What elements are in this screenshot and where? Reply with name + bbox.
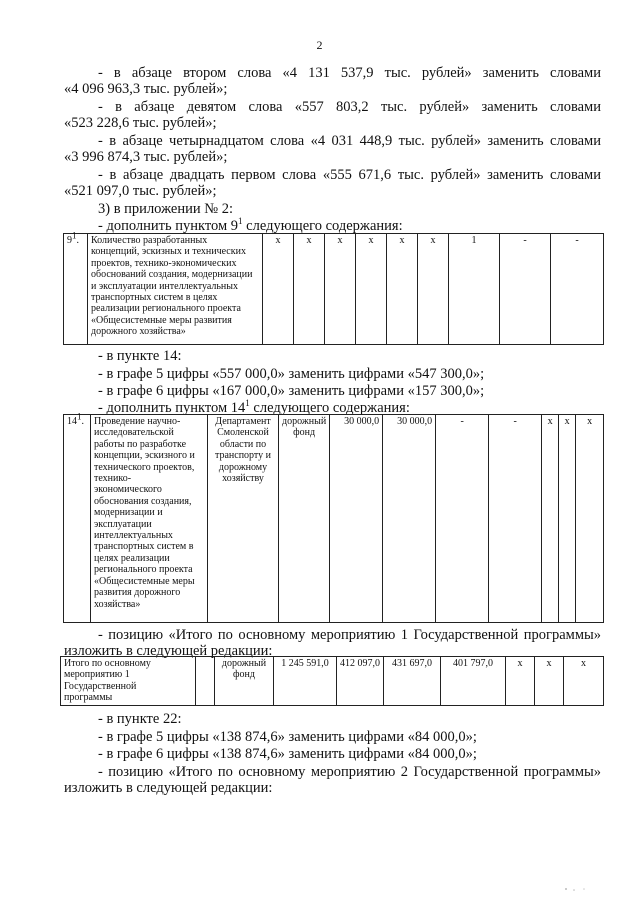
dash-cell: - (436, 415, 489, 623)
fund-cell: дорожный фонд (215, 657, 274, 706)
fund-cell: дорожный фонд (279, 415, 330, 623)
paragraph-2b: «523 228,6 тыс. рублей»; (64, 115, 217, 131)
mark-cell: х (294, 234, 325, 345)
total-cell: 30 000,0 (330, 415, 383, 623)
table-item-9-1 (63, 230, 604, 345)
dash-cell: - (489, 415, 542, 623)
table-total-activity-1 (60, 656, 604, 706)
paragraph-1b: «4 096 963,3 тыс. рублей»; (64, 81, 228, 97)
department-cell: Департамент Смоленской области по транспорту и дорожному хозяйству (208, 415, 279, 623)
paragraph-4b: «521 097,0 тыс. рублей»; (64, 183, 217, 199)
total-label: Итого по основному мероприятию 1 Государственной программы (61, 657, 196, 706)
paragraph-11b: изложить в следующей редакции: (64, 643, 273, 659)
paragraph-12: - в пункте 22: (98, 711, 182, 727)
mark-cell: х (325, 234, 356, 345)
paragraph-11a: - позицию «Итого по основному мероприятию 1 Государственной программы» (98, 627, 601, 643)
dash-cell: - (551, 234, 604, 345)
empty-cell (196, 657, 215, 706)
row-number: $9^1$. (64, 234, 88, 345)
paragraph-15a: - позицию «Итого по основному мероприятию 2 Государственной программы» (98, 764, 601, 780)
year-value-cell: 30 000,0 (383, 415, 436, 623)
value-cell: 1 (449, 234, 500, 345)
paragraph-3a: - в абзаце четырнадцатом слова «4 031 448,9 тыс. рублей» заменить словами (98, 133, 601, 149)
mark-cell: х (564, 657, 604, 706)
mark-cell: х (559, 415, 576, 623)
indicator-name: Количество разработанных концепций, эскизных и технических проектов, технико-экономических обоснований создания, модернизации и эксплуатации интеллектуальных транспортных систем в целях реализации регионального проекта «Общесистемные меры развития дорожного хозяйства» (88, 234, 263, 345)
paragraph-13: - в графе 5 цифры «138 874,6» заменить цифрами «84 000,0»; (98, 729, 477, 745)
value-cell: 412 097,0 (337, 657, 384, 706)
paragraph-3b: «3 996 874,3 тыс. рублей»; (64, 149, 228, 165)
mark-cell: х (387, 234, 418, 345)
paragraph-6: - дополнить пунктом $9^1$ следующего содержания: (98, 216, 403, 234)
paragraph-1a: - в абзаце втором слова «4 131 537,9 тыс. рублей» заменить словами (98, 65, 601, 81)
mark-cell: х (418, 234, 449, 345)
paragraph-8: - в графе 5 цифры «557 000,0» заменить цифрами «547 300,0»; (98, 366, 485, 382)
scan-speck-mark (560, 885, 600, 893)
paragraph-5: 3) в приложении № 2: (98, 201, 233, 217)
mark-cell: х (506, 657, 535, 706)
mark-cell: х (576, 415, 604, 623)
paragraph-9: - в графе 6 цифры «167 000,0» заменить цифрами «157 300,0»; (98, 383, 485, 399)
row-number: $14^1$. (64, 415, 91, 623)
page-number: 2 (316, 38, 323, 52)
activity-name: Проведение научно- исследовательской работы по разработке концепции, эскизного и технического проектов, технико- экономического обоснования создания, модернизации и эксплуатации интеллектуальных транспортных систем в целях реализации регионального проекта «Общесистемные меры развития дорожного хозяйства» (91, 415, 208, 623)
paragraph-10: - дополнить пунктом $14^1$ следующего содержания: (98, 398, 410, 416)
value-cell: 431 697,0 (384, 657, 441, 706)
dash-cell: - (500, 234, 551, 345)
paragraph-7: - в пункте 14: (98, 348, 182, 364)
value-cell: 401 797,0 (441, 657, 506, 706)
mark-cell: х (542, 415, 559, 623)
paragraph-15b: изложить в следующей редакции: (64, 780, 273, 796)
mark-cell: х (263, 234, 294, 345)
mark-cell: х (356, 234, 387, 345)
paragraph-4a: - в абзаце двадцать первом слова «555 671,6 тыс. рублей» заменить словами (98, 167, 601, 183)
mark-cell: х (535, 657, 564, 706)
paragraph-14: - в графе 6 цифры «138 874,6» заменить цифрами «84 000,0»; (98, 746, 477, 762)
paragraph-2a: - в абзаце девятом слова «557 803,2 тыс. рублей» заменить словами (98, 99, 601, 115)
table-item-14-1 (63, 411, 604, 623)
total-cell: 1 245 591,0 (274, 657, 337, 706)
